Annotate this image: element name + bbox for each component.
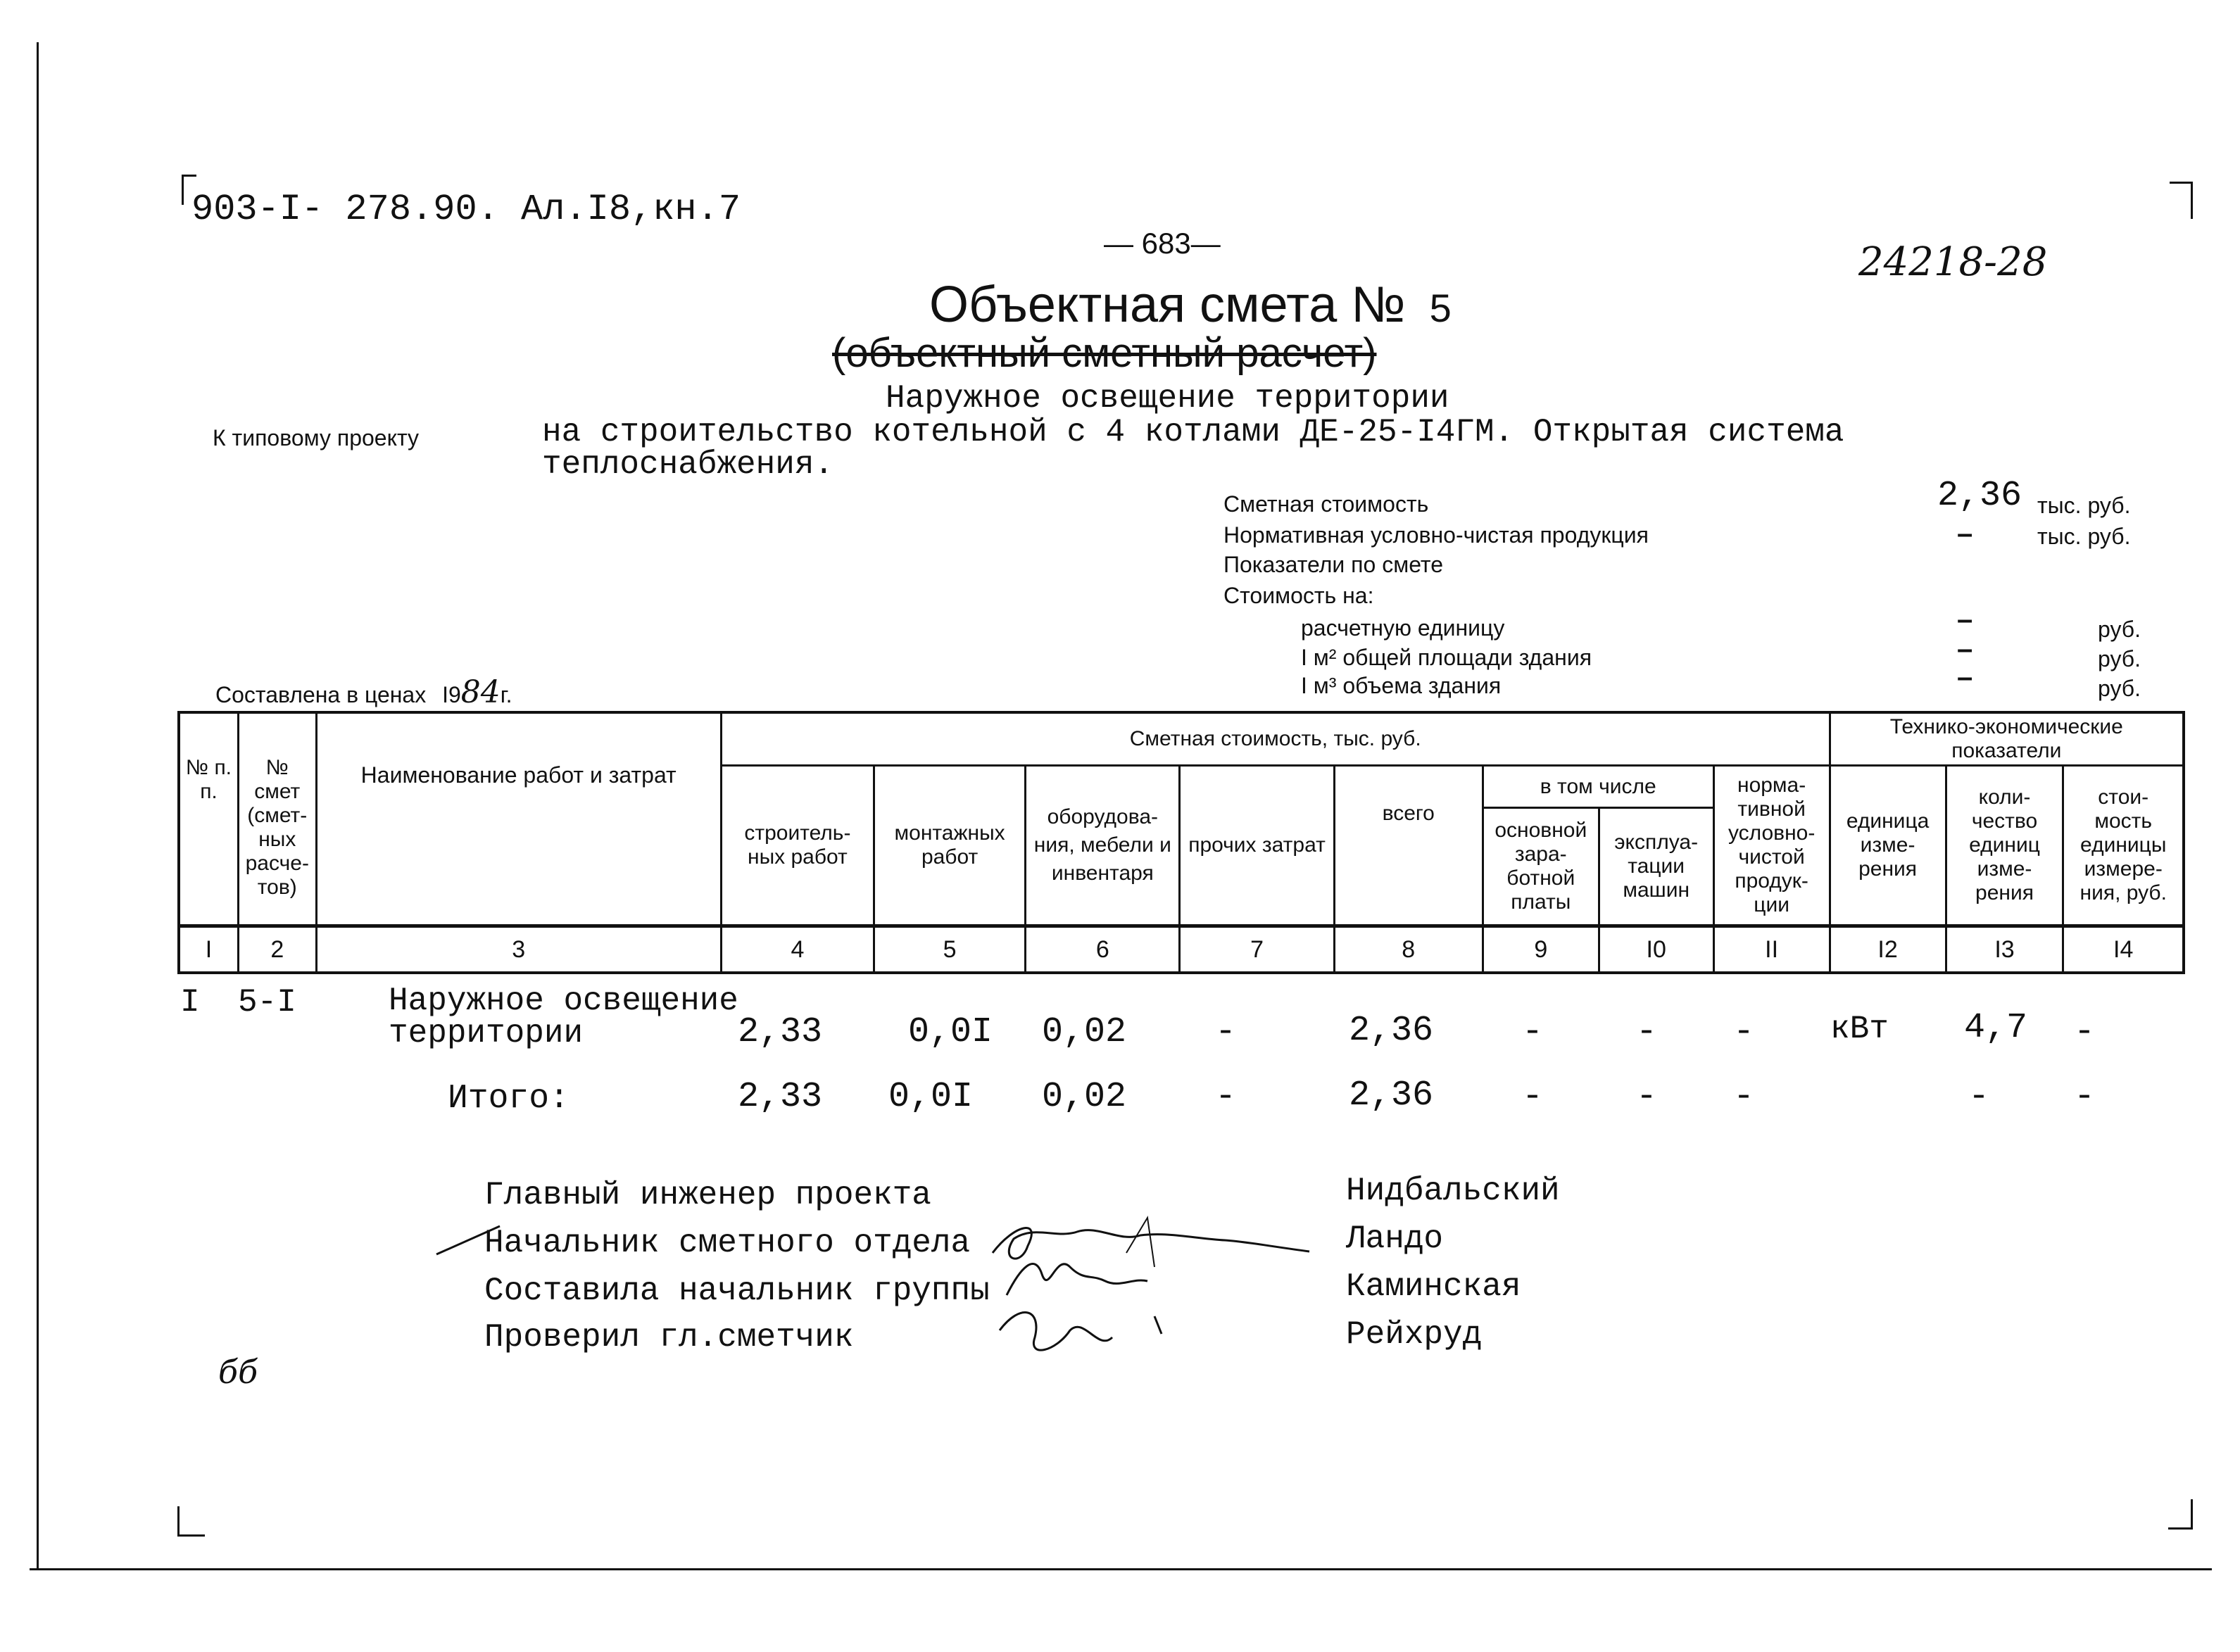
row-unit-cost: - <box>2074 1012 2096 1052</box>
totals-equip: 0,02 <box>1042 1077 1127 1117</box>
summary-label: I м³ объема здания <box>1301 673 1502 698</box>
summary-label: Показатели по смете <box>1223 552 1444 577</box>
header-other: прочих затрат <box>1180 766 1334 926</box>
totals-machine: - <box>1636 1077 1658 1117</box>
summary-label: Сметная стоимость <box>1223 491 1429 517</box>
row-smeta: 5-I <box>238 984 296 1021</box>
header-unit-cost: стои- мость единицы измере- ния, руб. <box>2063 766 2184 926</box>
row-total: 2,36 <box>1349 1011 1434 1051</box>
estimate-number: 5 <box>1429 286 1452 330</box>
totals-mount: 0,0I <box>888 1077 974 1117</box>
header-total: всего <box>1334 766 1483 926</box>
summary-value: 2,36 <box>1937 476 2022 516</box>
summary-row-1 <box>1223 522 1649 548</box>
summary-value: – <box>1957 518 1973 549</box>
signature-role: Главный инженер проекта <box>484 1177 931 1213</box>
summary-unit: руб. <box>2098 646 2141 671</box>
struck-subtitle-text: (объектный сметный расчет) <box>832 330 1377 376</box>
header-equip: оборудова- ния, мебели и инвентаря <box>1026 766 1180 926</box>
header-incl-group: в том числе <box>1483 766 1713 808</box>
frame-bottom-border <box>30 1568 2212 1570</box>
summary-label: Нормативная условно-чистая продукция <box>1223 522 1649 548</box>
totals-qty: - <box>1968 1077 1990 1117</box>
struck-subtitle <box>832 329 1376 377</box>
summary-row-6 <box>1301 673 1501 699</box>
header-machine: эксплуа- тации машин <box>1599 808 1713 926</box>
summary-row-3 <box>1223 583 1373 609</box>
row-unit: кВт <box>1830 1011 1889 1047</box>
col-num: 6 <box>1026 926 1180 973</box>
corner-bottom-left <box>177 1506 205 1537</box>
row-other: - <box>1215 1012 1237 1052</box>
summary-row-5 <box>1301 645 1592 671</box>
project-line-2: на строительство котельной с 4 котлами ДЕ-25-I4ГМ. Открытая система <box>542 414 1844 450</box>
corner-top-right <box>2170 182 2193 219</box>
summary-label: расчетную единицу <box>1301 615 1505 641</box>
col-num: I4 <box>2063 926 2184 973</box>
signature-role: Начальник сметного отдела <box>484 1225 971 1261</box>
totals-norm: - <box>1733 1077 1755 1117</box>
col-num: 5 <box>874 926 1026 973</box>
album-ref: Ал.I8,кн.7 <box>521 189 741 230</box>
project-label: К типовому проекту <box>213 425 419 450</box>
column-number-row <box>179 926 2184 973</box>
signature-name: Ландо <box>1346 1221 1444 1257</box>
header-build: строитель- ных работ <box>721 766 874 926</box>
row-machine: - <box>1636 1012 1658 1052</box>
page-number: — 683— <box>1104 227 1221 260</box>
summary-label: Стоимость на: <box>1223 583 1374 608</box>
header-qty: коли- чество единиц изме- рения <box>1946 766 2063 926</box>
totals-build: 2,33 <box>738 1077 823 1117</box>
signature-role: Проверил гл.сметчик <box>484 1319 854 1356</box>
doc-code: 903-I- 278.90. <box>191 189 499 230</box>
project-line-1: Наружное освещение территории <box>886 380 1449 417</box>
col-num: II <box>1713 926 1830 973</box>
totals-unit-cost: - <box>2074 1077 2096 1117</box>
prices-label: Составлена в ценах <box>215 682 427 707</box>
corner-bottom-right <box>2168 1499 2193 1530</box>
signature-role: Составила начальник группы <box>484 1273 990 1309</box>
archive-number: 24218-28 <box>1858 239 2048 285</box>
summary-unit: тыс. руб. <box>2037 493 2131 518</box>
header-num-pp: № п. п. <box>179 712 238 926</box>
header-mount: монтажных работ <box>874 766 1026 926</box>
row-norm: - <box>1733 1012 1755 1052</box>
row-name-1: Наружное освещение <box>389 983 738 1019</box>
summary-row-2 <box>1223 552 1443 578</box>
totals-total: 2,36 <box>1349 1076 1434 1116</box>
header-num-smet: № смет (смет- ных расче- тов) <box>238 712 316 926</box>
prices-line <box>215 674 512 710</box>
estimate-table <box>177 711 2185 974</box>
row-equip: 0,02 <box>1042 1012 1127 1052</box>
frame-left-border <box>37 42 39 1570</box>
col-num: 7 <box>1180 926 1334 973</box>
signature-name: Рейхруд <box>1346 1316 1483 1353</box>
row-pp: I <box>180 984 200 1021</box>
prices-year-prefix: I9 <box>442 682 461 707</box>
col-num: 8 <box>1334 926 1483 973</box>
header-unit: единица изме- рения <box>1830 766 1946 926</box>
row-build: 2,33 <box>738 1012 823 1052</box>
summary-row-0 <box>1223 491 1428 517</box>
header-name: Наименование работ и затрат <box>316 712 721 926</box>
header-wage: основной зара- ботной платы <box>1483 808 1599 926</box>
col-num: 4 <box>721 926 874 973</box>
summary-row-4 <box>1301 615 1504 641</box>
summary-label: I м² общей площади здания <box>1301 645 1592 670</box>
prices-year-end: г. <box>500 682 512 707</box>
summary-value: – <box>1957 662 1973 693</box>
totals-wage: - <box>1522 1077 1544 1117</box>
estimate-title <box>929 276 1452 334</box>
col-num: I3 <box>1946 926 2063 973</box>
estimate-title-text: Объектная смета № <box>929 277 1406 333</box>
header-norm: норма- тивной условно- чистой продук- ции <box>1713 766 1830 926</box>
header-cost-group: Сметная стоимость, тыс. руб. <box>721 712 1830 766</box>
row-wage: - <box>1522 1012 1544 1052</box>
totals-label: Итого: <box>448 1080 570 1118</box>
totals-other: - <box>1215 1077 1237 1117</box>
project-line-3: теплоснабжения. <box>542 446 834 483</box>
summary-unit: тыс. руб. <box>2037 524 2131 549</box>
col-num: I2 <box>1830 926 1946 973</box>
col-num: I <box>179 926 238 973</box>
col-num: 9 <box>1483 926 1599 973</box>
row-name-2: территории <box>389 1015 584 1052</box>
col-num: I0 <box>1599 926 1713 973</box>
signature-name: Каминская <box>1346 1268 1521 1305</box>
col-num: 3 <box>316 926 721 973</box>
summary-unit: руб. <box>2098 676 2141 701</box>
row-mount: 0,0I <box>908 1012 993 1052</box>
header-tech-group: Технико-экономические показатели <box>1830 712 2184 766</box>
col-num: 2 <box>238 926 316 973</box>
handwritten-signatures <box>422 1211 1338 1394</box>
prices-year-suffix: 84 <box>460 674 501 710</box>
summary-value: – <box>1957 604 1973 635</box>
summary-value: – <box>1957 633 1973 664</box>
signature-name: Нидбальский <box>1346 1173 1560 1209</box>
row-qty: 4,7 <box>1964 1008 2028 1048</box>
summary-unit: руб. <box>2098 617 2141 642</box>
footer-mark: бб <box>218 1353 258 1391</box>
